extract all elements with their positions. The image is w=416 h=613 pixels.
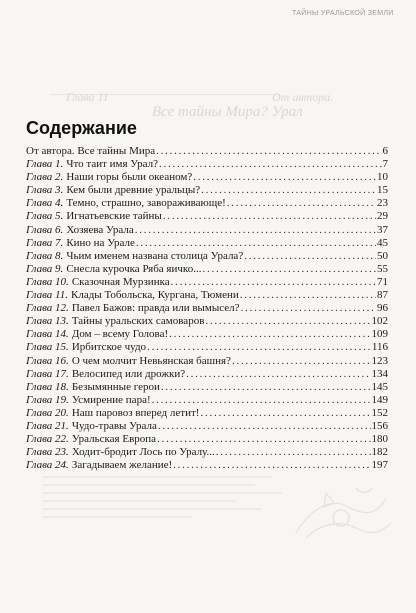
toc-leader-dots xyxy=(161,381,371,394)
toc-entry xyxy=(26,381,388,394)
toc-title: Клады Тобольска, Кургана, Тюмени xyxy=(71,289,239,302)
toc-leader-dots xyxy=(227,197,376,210)
toc-title: Хозяева Урала xyxy=(66,223,134,236)
toc-leader-dots xyxy=(186,368,370,381)
toc-leader-dots xyxy=(240,289,376,302)
toc-page-number: 10 xyxy=(377,171,388,184)
toc-page-number: 116 xyxy=(371,341,388,354)
toc-entry xyxy=(26,341,388,354)
toc-chapter-label: Глава 7. xyxy=(26,236,64,249)
toc-entry xyxy=(26,289,388,302)
toc-leader-dots xyxy=(201,184,376,197)
toc-page-number: 123 xyxy=(371,354,388,367)
toc-title: Загадываем желание! xyxy=(71,459,173,472)
toc-title: Игнатьевские тайны xyxy=(66,210,162,223)
toc-leader-dots xyxy=(244,250,376,263)
toc-leader-dots xyxy=(163,210,376,223)
toc-title: Наш паровоз вперед летит! xyxy=(71,406,200,419)
toc-page-number: 7 xyxy=(382,158,388,171)
toc-title: Ходит-бродит Лось по Уралу... xyxy=(71,446,215,459)
toc-page-number: 152 xyxy=(371,406,388,419)
toc-leader-dots xyxy=(193,171,376,184)
toc-title: Чудо-травы Урала xyxy=(71,419,157,432)
toc-entry xyxy=(26,302,388,315)
toc-chapter-label: Глава 8. xyxy=(26,249,64,262)
toc-chapter-label: Глава 20. xyxy=(26,406,69,419)
toc-leader-dots xyxy=(147,341,371,354)
toc-chapter-label: Глава 13. xyxy=(26,315,69,328)
toc-title: Дом – всему Голова! xyxy=(71,328,169,341)
bleed-through-paragraph xyxy=(42,470,292,550)
toc-page-number: 45 xyxy=(377,236,388,249)
toc-page-number: 37 xyxy=(377,223,388,236)
toc-chapter-label: Глава 16. xyxy=(26,354,69,367)
toc-page-number: 23 xyxy=(377,197,388,210)
toc-chapter-label: Глава 14. xyxy=(26,328,69,341)
toc-chapter-label: Глава 21. xyxy=(26,419,69,432)
toc-title: Темно, страшно, завораживающе! xyxy=(66,197,226,210)
toc-page-number: 156 xyxy=(371,419,388,432)
toc-title: Сказочная Мурзинка xyxy=(71,275,170,288)
toc-entry xyxy=(26,368,388,381)
toc-title: Снесла курочка Ряба яичко... xyxy=(66,262,202,275)
toc-entry xyxy=(26,420,388,433)
toc-title: Велосипед или дрожки? xyxy=(71,367,186,380)
toc-leader-dots xyxy=(136,237,376,250)
toc-page-number: 134 xyxy=(371,367,388,380)
toc-page-number: 55 xyxy=(377,262,388,275)
toc-page-number: 182 xyxy=(371,446,388,459)
toc-entry xyxy=(26,433,388,446)
toc-page-number: 102 xyxy=(371,315,388,328)
toc-title: Безымянные герои xyxy=(71,380,160,393)
toc-chapter-label: Глава 12. xyxy=(26,302,69,315)
toc-leader-dots xyxy=(152,394,371,407)
toc-entry xyxy=(26,250,388,263)
running-head: ТАЙНЫ УРАЛЬСКОЙ ЗЕМЛИ xyxy=(292,10,394,17)
toc-leader-dots xyxy=(202,263,376,276)
toc-leader-dots xyxy=(159,158,382,171)
bleed-through-text-center: Все тайны Мира? Урал xyxy=(152,104,303,120)
toc-entry xyxy=(26,407,388,420)
toc-entry xyxy=(26,276,388,289)
toc-page-number: 197 xyxy=(371,459,388,472)
toc-chapter-label: Глава 5. xyxy=(26,210,64,223)
toc-chapter-label: Глава 15. xyxy=(26,341,69,354)
toc-title: Уральская Европа xyxy=(71,433,157,446)
toc-page-number: 96 xyxy=(377,302,388,315)
toc-page-number: 50 xyxy=(377,249,388,262)
toc-title: Ирбитское чудо xyxy=(71,341,147,354)
page-title: Содержание xyxy=(26,118,137,138)
toc-chapter-label: Глава 18. xyxy=(26,380,69,393)
toc-title: О чем молчит Невьянская башня? xyxy=(71,354,231,367)
toc-title: Усмирение пара! xyxy=(71,393,151,406)
toc-title: Кино на Урале xyxy=(66,236,135,249)
bleed-through-text-right: От автора. xyxy=(272,90,334,104)
toc-chapter-label: Глава 11. xyxy=(26,289,68,302)
toc-chapter-label: Глава 19. xyxy=(26,393,69,406)
toc-leader-dots xyxy=(241,302,376,315)
toc-page-number: 29 xyxy=(377,210,388,223)
toc-chapter-label: Глава 10. xyxy=(26,275,69,288)
toc-chapter-label: Глава 24. xyxy=(26,459,69,472)
toc-title: Чьим именем названа столица Урала? xyxy=(66,249,244,262)
bleed-through-sketch-icon xyxy=(286,478,396,548)
toc-page-number: 145 xyxy=(371,380,388,393)
toc-chapter-label: Глава 4. xyxy=(26,197,64,210)
toc-chapter-label: Глава 9. xyxy=(26,262,64,275)
toc-leader-dots xyxy=(156,145,381,158)
toc-title: От автора. Все тайны Мира xyxy=(26,145,156,157)
table-of-contents xyxy=(26,145,388,472)
bleed-through-text-left: Глава 11 xyxy=(66,90,109,104)
toc-page-number: 180 xyxy=(371,433,388,446)
toc-title: Тайны уральских самоваров xyxy=(71,315,205,328)
toc-leader-dots xyxy=(158,420,371,433)
toc-entry xyxy=(26,237,388,250)
toc-page-number: 87 xyxy=(377,289,388,302)
toc-title: Что таит имя Урал? xyxy=(66,158,158,171)
toc-title: Наши горы были океаном? xyxy=(66,171,193,184)
toc-entry xyxy=(26,158,388,171)
toc-leader-dots xyxy=(171,276,376,289)
toc-entry xyxy=(26,328,388,341)
toc-title: Кем были древние уральцы? xyxy=(66,184,201,197)
toc-entry xyxy=(26,315,388,328)
toc-entry xyxy=(26,184,388,197)
toc-chapter-label: Глава 2. xyxy=(26,171,64,184)
toc-chapter-label: Глава 1. xyxy=(26,158,64,171)
toc-page-number: 71 xyxy=(377,275,388,288)
toc-leader-dots xyxy=(200,407,370,420)
toc-entry xyxy=(26,394,388,407)
toc-leader-dots xyxy=(157,433,370,446)
toc-entry xyxy=(26,210,388,223)
toc-leader-dots xyxy=(135,224,376,237)
toc-leader-dots xyxy=(232,355,371,368)
toc-page-number: 149 xyxy=(371,393,388,406)
toc-entry xyxy=(26,224,388,237)
toc-leader-dots xyxy=(205,315,370,328)
toc-entry xyxy=(26,197,388,210)
toc-entry xyxy=(26,263,388,276)
toc-entry xyxy=(26,145,388,158)
toc-leader-dots xyxy=(216,446,371,459)
toc-chapter-label: Глава 23. xyxy=(26,446,69,459)
toc-chapter-label: Глава 22. xyxy=(26,433,69,446)
toc-chapter-label: Глава 6. xyxy=(26,223,64,236)
toc-entry xyxy=(26,446,388,459)
toc-leader-dots xyxy=(169,328,370,341)
toc-chapter-label: Глава 3. xyxy=(26,184,64,197)
toc-entry xyxy=(26,355,388,368)
toc-chapter-label: Глава 17. xyxy=(26,367,69,380)
toc-page-number: 6 xyxy=(382,145,388,157)
toc-page-number: 109 xyxy=(371,328,388,341)
toc-page-number: 15 xyxy=(377,184,388,197)
toc-entry xyxy=(26,171,388,184)
toc-title: Павел Бажов: правда или вымысел? xyxy=(71,302,240,315)
